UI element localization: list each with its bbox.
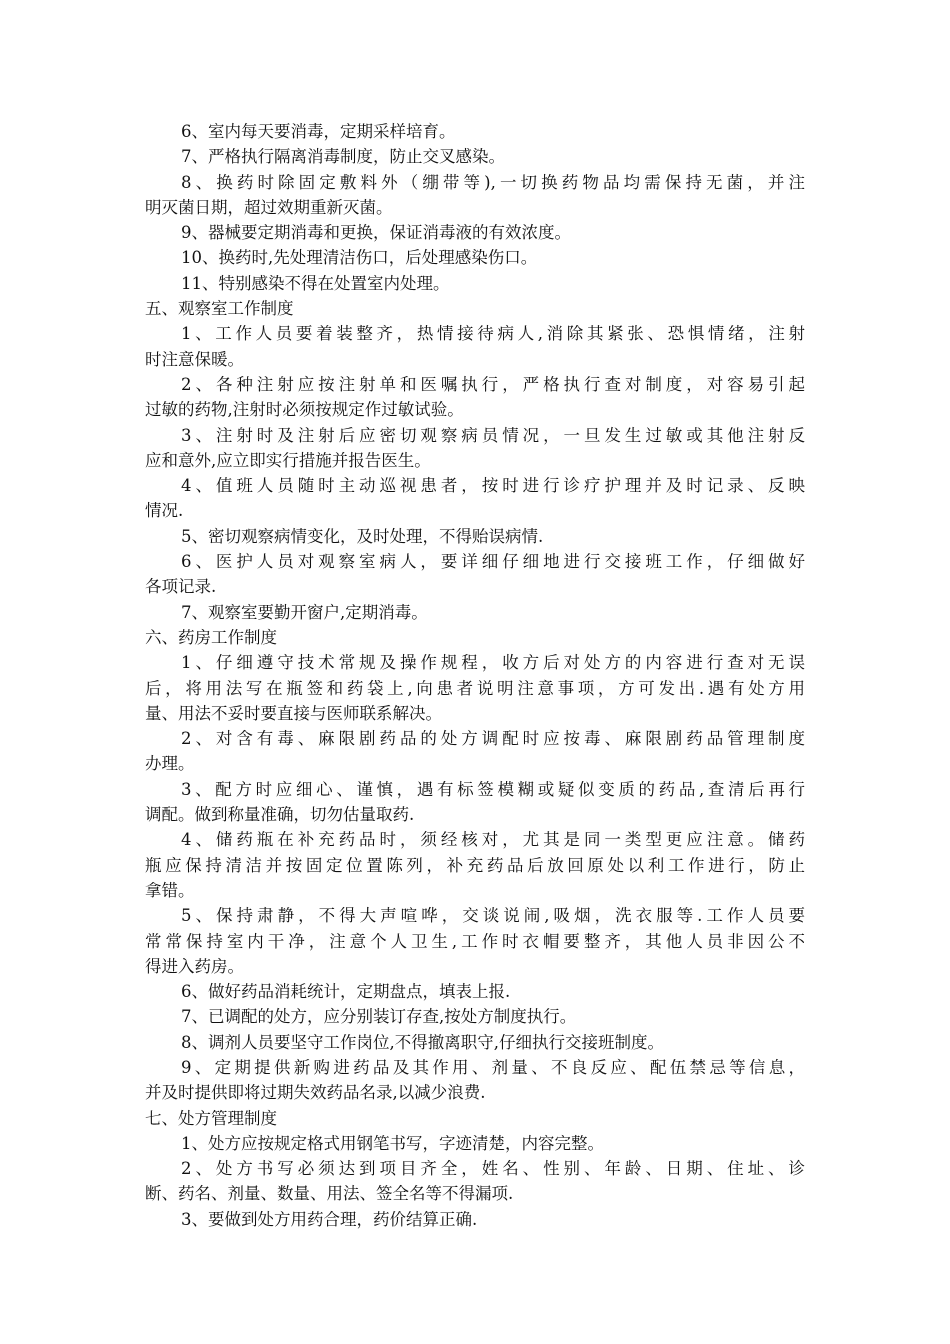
text-line: 7、观察室要勤开窗户,定期消毒。 <box>181 602 428 622</box>
text-line: 调配。做到称量准确，切勿估量取药. <box>145 805 415 825</box>
text-line: 2、各种注射应按注射单和医嘱执行，严格执行查对制度，对容易引起 <box>181 374 805 394</box>
text-line: 4、储药瓶在补充药品时，须经核对，尤其是同一类型更应注意。储药 <box>181 830 805 850</box>
text-line: 3、要做到处方用药合理，药价结算正确. <box>181 1209 478 1229</box>
text-line: 7、已调配的处方，应分别装订存查,按处方制度执行。 <box>181 1007 577 1027</box>
text-line: 拿错。 <box>145 880 195 900</box>
text-line: 办理。 <box>145 754 195 774</box>
text-line: 2、对含有毒、麻限剧药品的处方调配时应按毒、麻限剧药品管理制度 <box>181 729 805 749</box>
text-line: 10、换药时,先处理清洁伤口，后处理感染伤口。 <box>181 248 538 268</box>
text-line: 5、保持肃静，不得大声喧哗，交谈说闹,吸烟，洗衣服等.工作人员要 <box>181 906 805 926</box>
text-line: 2、处方书写必须达到项目齐全，姓名、性别、年龄、日期、住址、诊 <box>181 1159 805 1179</box>
text-line: 9、器械要定期消毒和更换，保证消毒液的有效浓度。 <box>181 223 571 243</box>
text-line: 6、室内每天要消毒，定期采样培育。 <box>181 122 456 141</box>
text-line: 1、仔细遵守技术常规及操作规程，收方后对处方的内容进行查对无误 <box>181 653 805 673</box>
text-line: 11、特别感染不得在处置室内处理。 <box>181 273 450 293</box>
section-heading: 六、药房工作制度 <box>145 627 277 647</box>
text-line: 3、注射时及注射后应密切观察病员情况，一旦发生过敏或其他注射反 <box>181 425 805 445</box>
text-line: 后，将用法写在瓶签和药袋上,向患者说明注意事项，方可发出.遇有处方用 <box>145 678 805 698</box>
text-line: 断、药名、剂量、数量、用法、签全名等不得漏项. <box>145 1184 514 1204</box>
text-line: 应和意外,应立即实行措施并报告医生。 <box>145 450 431 470</box>
text-line: 5、密切观察病情变化，及时处理，不得贻误病情. <box>181 526 544 546</box>
text-line: 量、用法不妥时要直接与医师联系解决。 <box>145 703 442 723</box>
text-line: 1、工作人员要着装整齐，热情接待病人,消除其紧张、恐惧情绪，注射 <box>181 324 805 344</box>
text-line: 7、严格执行隔离消毒制度，防止交叉感染。 <box>181 147 505 167</box>
document-body <box>145 119 805 1232</box>
text-line: 得进入药房。 <box>145 956 244 976</box>
text-line: 并及时提供即将过期失效药品名录,以减少浪费. <box>145 1083 486 1103</box>
text-line: 3、配方时应细心、谨慎，遇有标签模糊或疑似变质的药品,查清后再行 <box>181 779 805 799</box>
text-line: 9、定期提供新购进药品及其作用、剂量、不良反应、配伍禁忌等信息， <box>181 1057 805 1077</box>
section-heading: 七、处方管理制度 <box>145 1108 277 1128</box>
text-line: 明灭菌日期，超过效期重新灭菌。 <box>145 197 393 217</box>
text-line: 过敏的药物,注射时必须按规定作过敏试验。 <box>145 400 464 420</box>
text-line: 情况. <box>145 501 184 521</box>
text-line: 6、做好药品消耗统计，定期盘点，填表上报. <box>181 982 511 1002</box>
text-line: 8、换药时除固定敷料外（绷带等),一切换药物品均需保持无菌，并注 <box>181 172 805 192</box>
text-line: 各项记录. <box>145 577 217 597</box>
section-heading: 五、观察室工作制度 <box>145 299 294 319</box>
text-line: 4、值班人员随时主动巡视患者，按时进行诊疗护理并及时记录、反映 <box>181 476 805 496</box>
text-line: 6、医护人员对观察室病人，要详细仔细地进行交接班工作，仔细做好 <box>181 552 805 572</box>
text-line: 常常保持室内干净，注意个人卫生,工作时衣帽要整齐，其他人员非因公不 <box>145 931 805 951</box>
text-line: 瓶应保持清洁并按固定位置陈列，补充药品后放回原处以利工作进行，防止 <box>145 855 805 875</box>
text-line: 时注意保暖。 <box>145 349 244 369</box>
text-line: 1、处方应按规定格式用钢笔书写，字迹清楚，内容完整。 <box>181 1133 604 1153</box>
text-line: 8、调剂人员要坚守工作岗位,不得撤离职守,仔细执行交接班制度。 <box>181 1032 664 1052</box>
